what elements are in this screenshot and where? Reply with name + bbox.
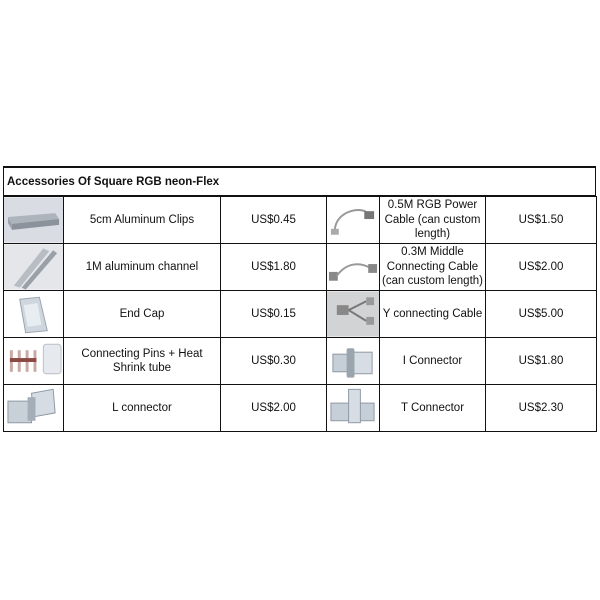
t-connector-icon bbox=[327, 385, 380, 432]
product-price: US$2.00 bbox=[221, 385, 327, 432]
product-name: T Connector bbox=[380, 385, 486, 432]
table-title: Accessories Of Square RGB neon-Flex bbox=[3, 168, 596, 196]
product-name: Y connecting Cable bbox=[380, 291, 486, 338]
product-name: 5cm Aluminum Clips bbox=[64, 197, 221, 244]
table-row bbox=[4, 244, 597, 291]
product-price: US$0.45 bbox=[221, 197, 327, 244]
product-name: L connector bbox=[64, 385, 221, 432]
product-name: I Connector bbox=[380, 338, 486, 385]
product-price: US$0.30 bbox=[221, 338, 327, 385]
product-price: US$0.15 bbox=[221, 291, 327, 338]
product-name: Connecting Pins + Heat Shrink tube bbox=[64, 338, 221, 385]
i-connector-icon bbox=[327, 338, 380, 385]
aluminum-clip-icon bbox=[4, 197, 64, 244]
product-price: US$1.80 bbox=[486, 338, 597, 385]
table-row bbox=[4, 385, 597, 432]
y-cable-icon bbox=[327, 291, 380, 338]
product-price: US$2.30 bbox=[486, 385, 597, 432]
product-price: US$2.00 bbox=[486, 244, 597, 291]
product-price: US$1.50 bbox=[486, 197, 597, 244]
aluminum-channel-icon bbox=[4, 244, 64, 291]
table-row bbox=[4, 197, 597, 244]
product-name: 0.5M RGB Power Cable (can custom length) bbox=[380, 197, 486, 244]
end-cap-icon bbox=[4, 291, 64, 338]
accessories-table bbox=[3, 166, 596, 432]
product-name: 1M aluminum channel bbox=[64, 244, 221, 291]
product-price: US$1.80 bbox=[221, 244, 327, 291]
power-cable-icon bbox=[327, 197, 380, 244]
pins-tube-icon bbox=[4, 338, 64, 385]
product-price: US$5.00 bbox=[486, 291, 597, 338]
table-row bbox=[4, 291, 597, 338]
l-connector-icon bbox=[4, 385, 64, 432]
product-name: 0.3M Middle Connecting Cable (can custom length) bbox=[380, 244, 486, 291]
price-table bbox=[3, 196, 597, 432]
middle-cable-icon bbox=[327, 244, 380, 291]
product-name: End Cap bbox=[64, 291, 221, 338]
table-row bbox=[4, 338, 597, 385]
